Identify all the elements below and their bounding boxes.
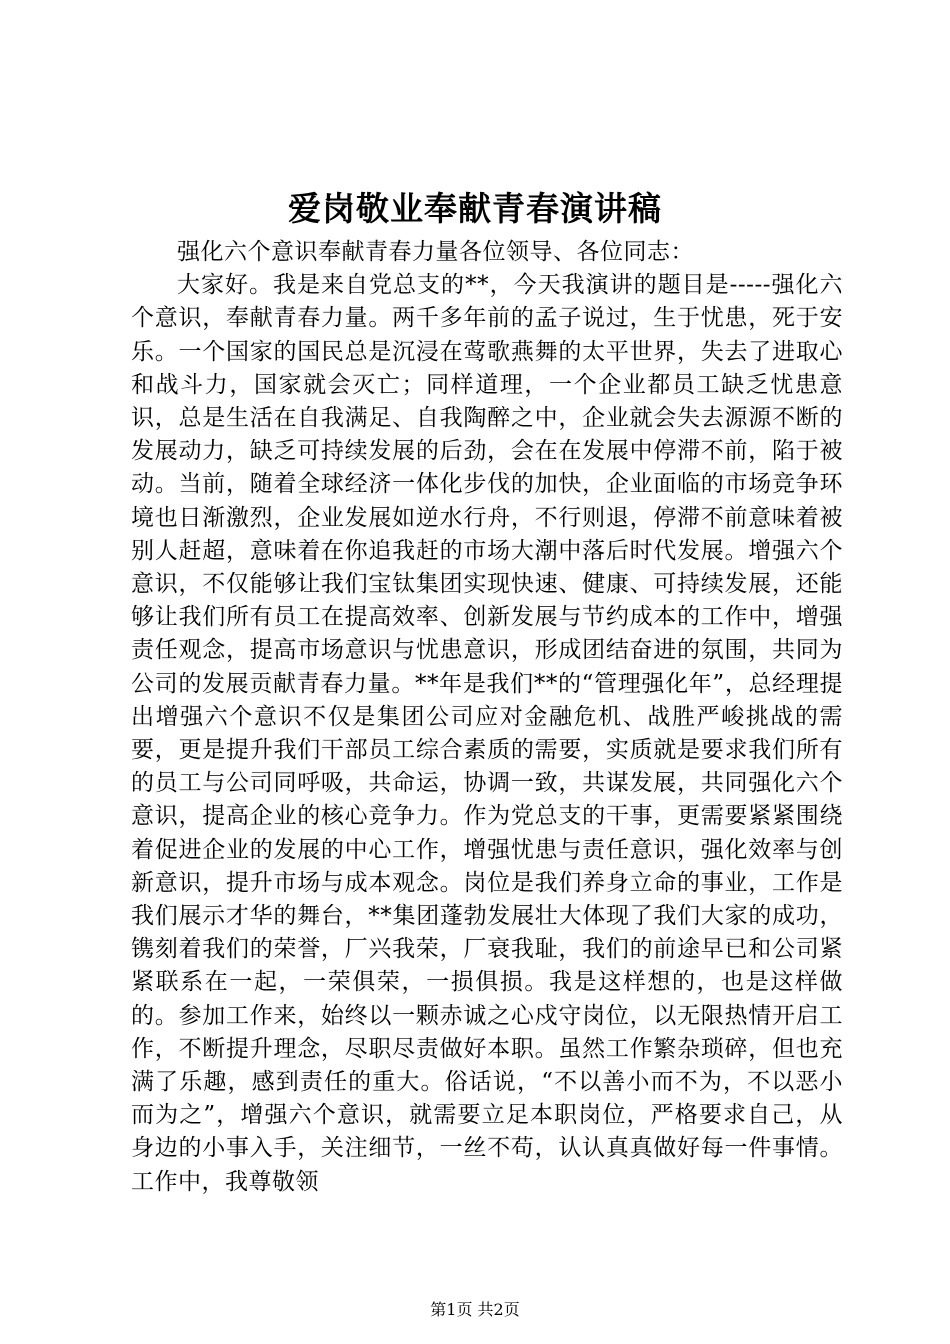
document-title: 爱岗敬业奉献青春演讲稿 xyxy=(288,189,662,228)
document-body xyxy=(131,236,843,1199)
greeting-paragraph: 强化六个意识奉献青春力量各位领导、各位同志： xyxy=(177,239,694,265)
speech-paragraph: 大家好。我是来自党总支的**，今天我演讲的题目是-----强化六个意识，奉献青春力量。两千多年前的孟子说过，生于忧患，死于安乐。一个国家的国民总是沉浸在莺歌燕舞的太平世界，失去了进取心和战斗力，国家就会灭亡；同样道理，一个企业都员工缺乏忧患意识，总是生活在自我满足、自我陶醉之中，企业就会失去源源不断的发展动力，缺乏可持续发展的后劲，会在在发展中停滞不前，陷于被动。当前，随着全球经济一体化步伐的加快，企业面临的市场竞争环境也日渐激烈，企业发展如逆水行舟，不行则退，停滞不前意味着被别人赶超，意味着在你追我赶的市场大潮中落后时代发展。增强六个意识，不仅能够让我们宝钛集团实现快速、健康、可持续发展，还能够让我们所有员工在提高效率、创新发展与节约成本的工作中，增强责任观念，提高市场意识与忧患意识，形成团结奋进的氛围，共同为公司的发展贡献青春力量。**年是我们**的“管理强化年”，总经理提出增强六个意识不仅是集团公司应对金融危机、战胜严峻挑战的需要，更是提升我们干部员工综合素质的需要，实质就是要求我们所有的员工与公司同呼吸，共命运，协调一致，共谋发展，共同强化六个意识，提高企业的核心竞争力。作为党总支的干事，更需要紧紧围绕着促进企业的发展的中心工作，增强忧患与责任意识，强化效率与创新意识，提升市场与成本观念。岗位是我们养身立命的事业，工作是我们展示才华的舞台，**集团蓬勃发展壮大体现了我们大家的成功，镌刻着我们的荣誉，厂兴我荣，厂衰我耻，我们的前途早已和公司紧紧联系在一起，一荣俱荣，一损俱损。我是这样想的，也是这样做的。参加工作来，始终以一颗赤诚之心戍守岗位，以无限热情开启工作，不断提升理念，尽职尽责做好本职。虽然工作繁杂琐碎，但也充满了乐趣，感到责任的重大。俗话说，“不以善小而不为，不以恶小而为之”，增强六个意识，就需要立足本职岗位，严格要求自己，从身边的小事入手，关注细节，一丝不苟，认认真真做好每一件事情。工作中，我尊敬领 xyxy=(131,272,843,1195)
page-number: 第1页 共2页 xyxy=(430,1300,520,1319)
